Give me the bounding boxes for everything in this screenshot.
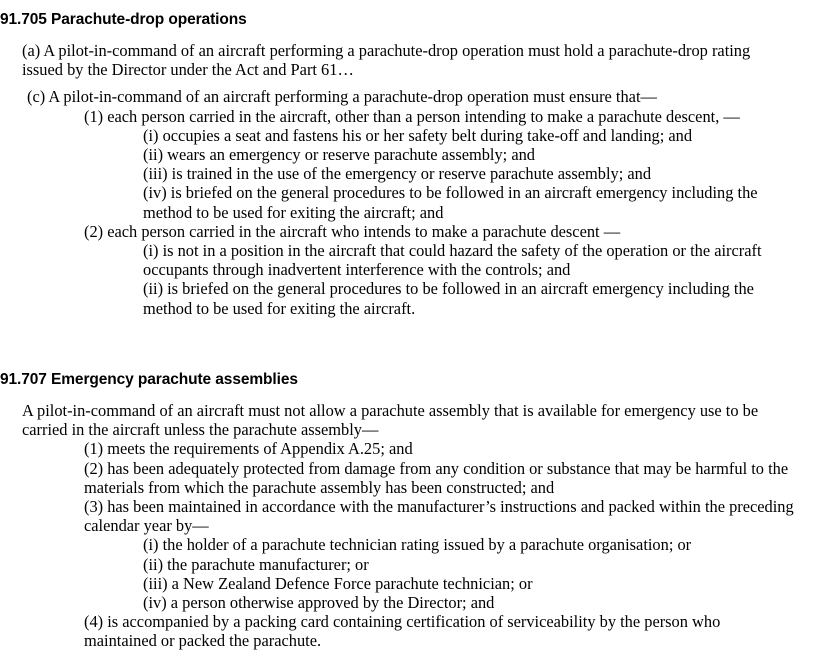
paragraph-c-1-i: (i) occupies a seat and fastens his or her safety belt during take-off and landing; and: [143, 125, 693, 145]
paragraph-c-2: (2) each person carried in the aircraft who intends to make a parachute descent —: [84, 221, 621, 241]
paragraph-c-1-ii: (ii) wears an emergency or reserve parachute assembly; and: [143, 145, 535, 165]
paragraph-3-ii: (ii) the parachute manufacturer; or: [143, 554, 369, 574]
paragraph-c-1: (1) each person carried in the aircraft, other than a person intending to make a parachute descent, —: [84, 106, 740, 126]
section-heading-91-705: 91.705 Parachute-drop operations: [0, 11, 247, 28]
paragraph-a: (a) A pilot-in-command of an aircraft performing a parachute-drop operation must hold a parachute-drop rating issued by the Director under the Act and Part 61…: [22, 41, 751, 80]
paragraph-4: (4) is accompanied by a packing card containing certification of serviceability by the person who maintained or packed the parachute.: [84, 612, 721, 651]
paragraph-3-i: (i) the holder of a parachute technician rating issued by a parachute organisation; or: [143, 535, 692, 555]
paragraph-3-iii: (iii) a New Zealand Defence Force parachute technician; or: [143, 573, 533, 593]
paragraph-c: (c) A pilot-in-command of an aircraft performing a parachute-drop operation must ensure that—: [27, 87, 657, 107]
section-91-707: [0, 370, 826, 651]
heading-spacer: [0, 389, 826, 401]
paragraph-c-2-ii: (ii) is briefed on the general procedures to be followed in an aircraft emergency including the method to be used for exiting the aircraft.: [143, 279, 754, 318]
paragraph-spacer: [0, 79, 826, 87]
paragraph-3-iv: (iv) a person otherwise approved by the Director; and: [143, 593, 495, 613]
section-heading-91-707: 91.707 Emergency parachute assemblies: [0, 371, 298, 388]
paragraph-c-1-iv: (iv) is briefed on the general procedures to be followed in an aircraft emergency including the method to be used for exiting the aircraft; and: [143, 183, 758, 222]
paragraph-1: (1) meets the requirements of Appendix A.25; and: [84, 439, 413, 459]
section-91-705: [0, 10, 826, 318]
heading-spacer: [0, 29, 826, 41]
paragraph-2: (2) has been adequately protected from damage from any condition or substance that may be harmful to the materials from which the parachute assembly has been constructed; and: [84, 458, 789, 497]
paragraph-c-1-iii: (iii) is trained in the use of the emergency or reserve parachute assembly; and: [143, 164, 652, 184]
paragraph-intro: A pilot-in-command of an aircraft must not allow a parachute assembly that is available for emergency use to be carried in the aircraft unless the parachute assembly—: [22, 401, 759, 440]
paragraph-c-2-i: (i) is not in a position in the aircraft that could hazard the safety of the operation or the aircraft occupants through inadvertent interference with the controls; and: [143, 241, 762, 280]
paragraph-3: (3) has been maintained in accordance with the manufacturer’s instructions and packed within the preceding calendar year by—: [84, 497, 794, 536]
